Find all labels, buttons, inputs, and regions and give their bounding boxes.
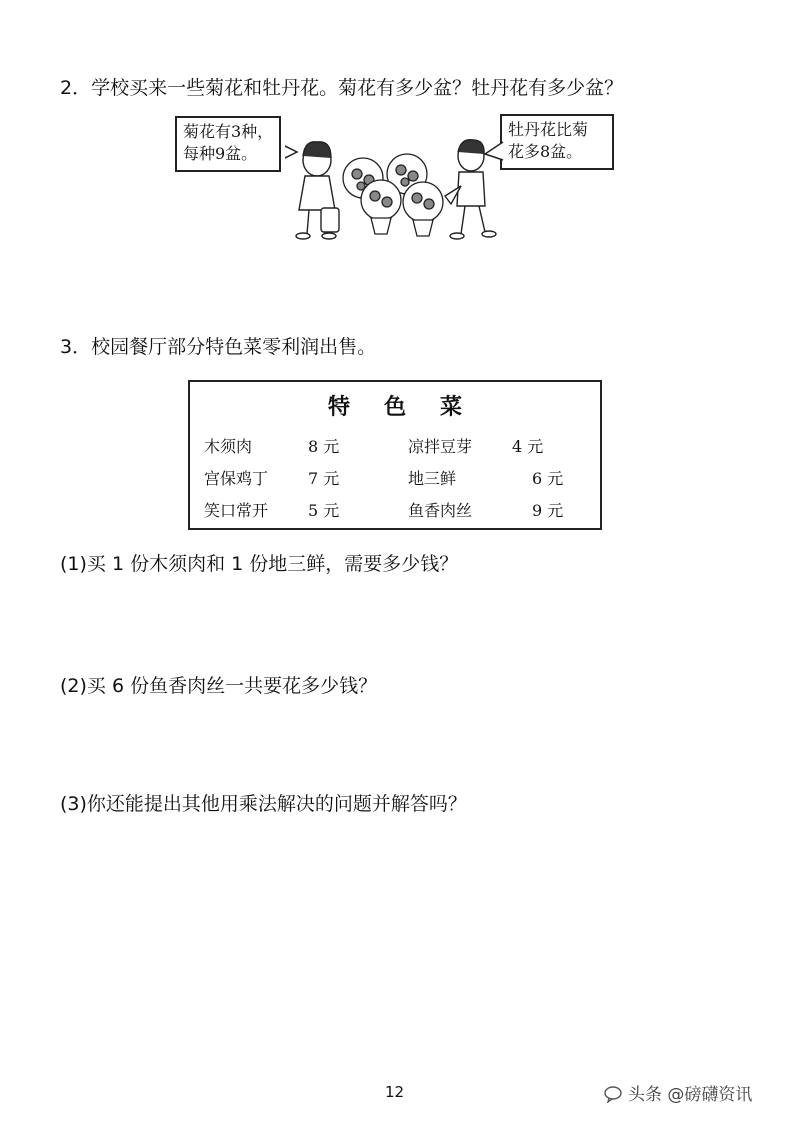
menu-item-price: 7 元 [308, 469, 340, 488]
bubble-left-line-1: 菊花有3种， [183, 122, 274, 141]
speech-bubble-right [500, 114, 614, 170]
menu-item-name: 地三鲜 [408, 469, 457, 488]
menu-item-name: 鱼香肉丝 [408, 501, 473, 520]
menu-item-price: 8 元 [308, 437, 340, 456]
page-number: 12 [385, 1083, 405, 1101]
question-2: 2．学校买来一些菊花和牡丹花。菊花有多少盆？牡丹花有多少盆？ [60, 77, 624, 99]
menu-item-price: 9 元 [532, 501, 564, 520]
children-with-flowers-illustration [285, 130, 515, 245]
sub-question-3: (3)你还能提出其他用乘法解决的问题并解答吗？ [60, 793, 467, 815]
menu-item-name: 笑口常开 [204, 501, 269, 520]
girl-figure [296, 142, 339, 239]
speech-bubble-left [175, 116, 281, 172]
menu-item-price: 4 元 [512, 437, 544, 456]
chat-bubble-icon [604, 1085, 622, 1103]
sub-question-2: (2)买 6 份鱼香肉丝一共要花多少钱？ [60, 675, 378, 697]
bubble-right-line-2: 花多8盆。 [508, 142, 583, 161]
watermark-text: 头条 @磅礴资讯 [628, 1085, 753, 1105]
menu-item-price: 6 元 [532, 469, 564, 488]
flower-pots [343, 154, 443, 236]
bubble-left-line-2: 每种9盆。 [183, 144, 258, 163]
menu-item-price: 5 元 [308, 501, 340, 520]
sub-question-1: (1)买 1 份木须肉和 1 份地三鲜，需要多少钱？ [60, 553, 459, 575]
menu-item-name: 宫保鸡丁 [204, 469, 269, 488]
menu-board [188, 380, 602, 530]
question-3: 3．校园餐厅部分特色菜零利润出售。 [60, 336, 377, 358]
menu-item-name: 凉拌豆芽 [408, 437, 473, 456]
menu-item-name: 木须肉 [204, 437, 253, 456]
menu-title: 特色菜 [327, 394, 496, 420]
bubble-right-line-1: 牡丹花比菊 [508, 120, 589, 139]
watermark [604, 1080, 752, 1105]
